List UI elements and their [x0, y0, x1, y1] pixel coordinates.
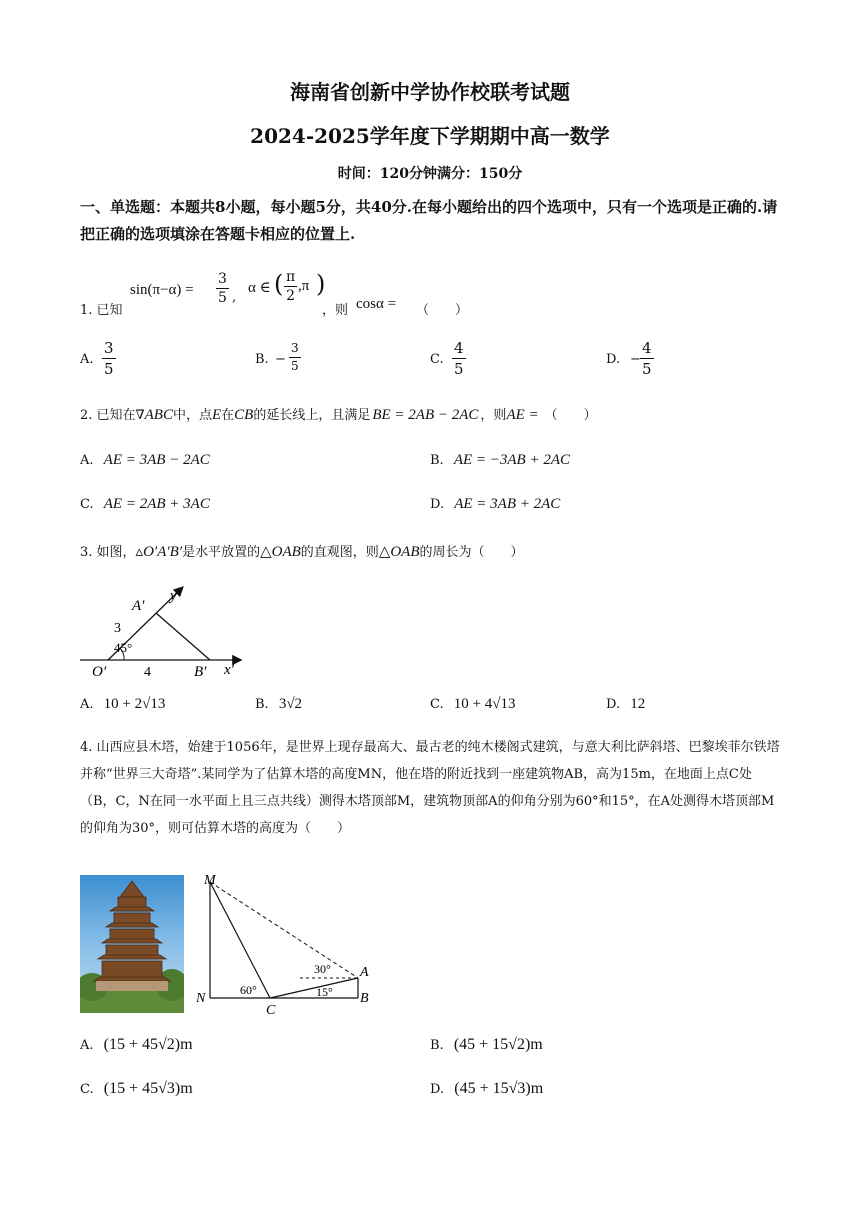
label-angle-15: 15° — [316, 985, 333, 999]
option-label: B. — [430, 453, 444, 468]
q2-text: 在 — [221, 408, 235, 423]
q2-ask: AE = — [506, 407, 539, 423]
exam-subtitle: 2024-2025学年度下学期期中高一数学 — [250, 124, 610, 148]
q3-text: 3. 如图， — [80, 545, 136, 560]
q3-triangle: △OAB — [378, 544, 420, 560]
option-label: A. — [80, 697, 94, 712]
q1-interval-num: π — [286, 269, 296, 285]
q4-option-c[interactable] — [80, 1080, 193, 1098]
frac-den: 5 — [454, 360, 464, 378]
q1-blank: （ ） — [416, 303, 469, 318]
exam-title: 海南省创新中学协作校联考试题 — [290, 80, 570, 104]
frac-den: 5 — [291, 359, 299, 373]
label-a-prime: A′ — [132, 598, 145, 614]
q2-option-a[interactable] — [80, 452, 210, 469]
q2-option-c[interactable] — [80, 496, 210, 513]
q2-text: ，则 — [480, 408, 507, 423]
frac-num: 4 — [642, 339, 652, 357]
option-label: B. — [255, 352, 269, 367]
q4-option-d[interactable] — [430, 1080, 543, 1098]
q1-cos: cosα = — [356, 296, 397, 312]
q1-fraction — [216, 270, 229, 307]
q2-option-b[interactable] — [430, 452, 570, 469]
question-3 — [80, 541, 524, 561]
section-heading: 一、单选题：本题共8小题，每小题5分，共40分.在每小题给出的四个选项中，只有一个选项是正确的.请把正确的选项填涂在答题卡相应的位置上. — [80, 198, 778, 243]
label-side-3: 3 — [114, 621, 121, 636]
option-expr: 12 — [630, 696, 646, 712]
q1-then: ，则 — [322, 303, 349, 318]
frac-den: 5 — [642, 360, 652, 378]
option-label: A. — [80, 352, 94, 367]
option-expr: 10 + 2√13 — [103, 696, 166, 712]
line-ca — [270, 978, 358, 998]
option-sign: − — [275, 352, 286, 367]
label-c: C — [266, 1003, 276, 1018]
frac-num: 3 — [104, 339, 114, 357]
option-label: D. — [606, 697, 621, 712]
q1-alpha-in: α ∈ — [248, 280, 271, 296]
option-fraction — [452, 338, 466, 379]
q2-text: 的延长线上，且满足 — [253, 408, 371, 423]
option-label: C. — [430, 352, 444, 367]
option-expr: (45 + 15√2)m — [453, 1036, 543, 1053]
q1-interval-frac — [284, 268, 297, 305]
q3-oblique-figure — [78, 584, 248, 680]
label-b: B — [360, 991, 369, 1006]
q3-text: 的直观图，则 — [300, 545, 379, 560]
option-expr: (15 + 45√2)m — [103, 1036, 193, 1053]
q4-option-a[interactable] — [80, 1036, 193, 1054]
label-y-prime: y′ — [170, 588, 180, 604]
option-label: C. — [430, 697, 444, 712]
option-label: D. — [430, 1082, 445, 1097]
q2-blank: （ ） — [544, 408, 597, 423]
option-fraction — [289, 340, 301, 375]
option-label: C. — [80, 497, 94, 512]
label-angle-45: 45° — [114, 640, 133, 655]
frac-num: 3 — [289, 340, 301, 358]
time-info: 时间：120分钟满分：150分 — [337, 166, 523, 182]
q3-option-a[interactable] — [80, 696, 165, 713]
option-expr: AE = 3AB + 2AC — [454, 496, 561, 512]
q3-option-c[interactable] — [430, 696, 515, 713]
label-m: M — [204, 873, 216, 888]
label-o-prime: O′ — [92, 664, 107, 680]
frac-num: 4 — [454, 339, 464, 357]
label-a: A — [360, 965, 369, 980]
question-1: 1. 已知 sin(π−α) = $\frac{3}{5}$ , α ∈ ( $\frac{\pi}{2}$ ,π ) ，则 cosα = （ ） — [80, 269, 469, 318]
label-n: N — [196, 991, 206, 1006]
option-label: C. — [80, 1082, 94, 1097]
option-expr: (15 + 45√3)m — [103, 1080, 193, 1097]
question-4: 4. 山西应县木塔，始建于1056年，是世界上现存最高大、最古老的纯木楼阁式建筑，与意大利比萨斜塔、巴黎埃菲尔铁塔并称“世界三大奇塔”.某同学为了估算木塔的高度MN，他在塔的附近找到一座建筑物AB，高为15m，在地面上点C处（B，C，N在同一水平面上且三点共线）测得木塔顶部M，建筑物顶部A的仰角分别为60°和15°，在A处测得木塔顶部M的仰角为30°，则可估算木塔的高度为（ ） — [80, 740, 780, 836]
option-expr: AE = −3AB + 2AC — [453, 452, 571, 468]
option-label: D. — [430, 497, 445, 512]
label-angle-60: 60° — [240, 983, 257, 997]
option-label: B. — [430, 1038, 444, 1053]
q2-text: 中，点 — [172, 408, 212, 423]
q2-segment-cb: CB — [234, 407, 254, 423]
q3-triangle-prime: ▵O′A′B′ — [135, 544, 183, 560]
option-fraction — [640, 338, 654, 379]
pagoda-photo — [80, 875, 184, 1013]
line-ma-dashed — [210, 882, 358, 978]
q1-interval-den: 2 — [286, 288, 296, 304]
option-expr: 3√2 — [278, 696, 303, 712]
line-mc — [210, 882, 270, 998]
side-ab — [156, 613, 210, 660]
option-label: A. — [80, 1038, 94, 1053]
label-x-prime: x′ — [224, 662, 234, 678]
option-expr: (45 + 15√3)m — [454, 1080, 544, 1097]
q2-point-e: E — [211, 407, 222, 423]
q1-interval-tail: ,π — [298, 278, 310, 294]
q3-text: 是水平放置的 — [182, 545, 261, 560]
option-expr: 10 + 4√13 — [453, 696, 516, 712]
q2-option-d[interactable] — [430, 496, 560, 513]
q1-number: 1. 已知 — [80, 303, 123, 318]
q3-option-d[interactable] — [606, 696, 645, 713]
option-fraction — [102, 338, 116, 379]
q3-triangle: △OAB — [260, 544, 301, 560]
question-2 — [80, 404, 597, 424]
option-label: A. — [80, 453, 94, 468]
q4-tower-figure — [190, 872, 380, 1018]
option-expr: AE = 3AB − 2AC — [103, 452, 210, 468]
q2-condition: BE = 2AB − 2AC — [372, 407, 479, 423]
option-label: D. — [606, 352, 621, 367]
label-b-prime: B′ — [194, 664, 207, 680]
q4-option-b[interactable] — [430, 1036, 543, 1054]
q2-triangle: ABC — [144, 407, 173, 423]
q3-option-b[interactable] — [255, 696, 302, 713]
q2-text: 2. 已知在∇ — [80, 408, 145, 423]
option-expr: AE = 2AB + 3AC — [103, 496, 210, 512]
label-side-4: 4 — [144, 665, 151, 680]
q1-sin-expr: sin(π−α) = — [130, 282, 194, 298]
q1-frac-num: 3 — [218, 271, 227, 287]
option-label: B. — [255, 697, 269, 712]
frac-den: 5 — [104, 360, 114, 378]
q1-options — [80, 338, 780, 382]
label-angle-30: 30° — [314, 962, 331, 976]
q3-text: 的周长为（ ） — [419, 545, 524, 560]
q1-frac-den: 5 — [218, 290, 227, 306]
option-sign: − — [630, 352, 641, 367]
